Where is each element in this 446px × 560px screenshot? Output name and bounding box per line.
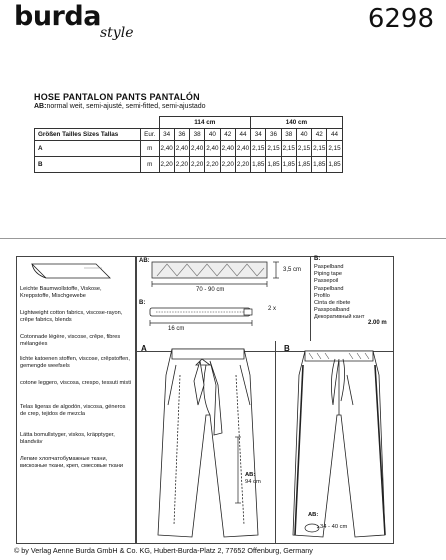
hem-prefix: AB: [308, 512, 319, 518]
sizes-header: Größen Tailles Sizes Tallas [35, 129, 141, 141]
fabric-panel [16, 256, 136, 544]
value-cell: 1,85 [296, 157, 311, 173]
yardage-table [34, 116, 343, 173]
size-cell: 38 [281, 129, 296, 141]
fabric-it: cotone leggero, viscosa, crespo, tessuti misti [20, 380, 131, 386]
value-cell: 2,15 [281, 141, 296, 157]
piping-de: Paspelband [314, 264, 344, 270]
unit-cell: m [141, 141, 160, 157]
table-row [35, 129, 343, 141]
piping-es: Cinta de ribete [314, 300, 351, 307]
row-label: A [35, 141, 141, 157]
pants-view-a-drawing [140, 345, 275, 545]
interfacing-strip-icon [152, 262, 272, 282]
size-cell: 38 [190, 129, 205, 141]
value-cell: 2,40 [220, 141, 235, 157]
piping-prefix: B: [314, 256, 321, 262]
piping-nl: Paspelband [314, 285, 344, 292]
garment-title: HOSE PANTALON PANTS PANTALÓN [34, 92, 200, 102]
interfacing-label: AB: [139, 258, 150, 264]
value-cell: 1,85 [327, 157, 342, 173]
copyright-notice: © by Verlag Aenne Burda GmbH & Co. KG, Hubert-Burda-Platz 2, 77652 Offenburg, Germany [14, 546, 313, 555]
value-cell: 2,15 [327, 141, 342, 157]
fabric-sv: Lätta bomullstyger, viskos, kräpptyger, blandväv [20, 432, 115, 445]
size-cell: 42 [312, 129, 327, 141]
value-cell: 1,85 [312, 157, 327, 173]
fit-text: normal weit, semi-ajusté, semi-fitted, semi-ajustado [46, 103, 206, 110]
brand-logo: burda [14, 1, 101, 32]
value-cell: 2,15 [266, 141, 281, 157]
size-cell: 34 [251, 129, 266, 141]
fit-prefix: AB: [34, 103, 47, 110]
value-cell: 1,85 [266, 157, 281, 173]
interfacing-width: 70 - 90 cm [196, 287, 225, 293]
pattern-number: 6298 [367, 4, 434, 34]
view-b-label: B [284, 344, 290, 353]
table-cell [141, 117, 160, 129]
fabric-swatch-icon [26, 258, 116, 284]
fabric-width-114: 114 cm [159, 117, 251, 129]
size-cell: 40 [296, 129, 311, 141]
views-divider [275, 341, 276, 544]
value-cell: 1,85 [251, 157, 266, 173]
interfacing-height: 3,5 cm [283, 267, 302, 273]
pants-view-b-drawing [283, 345, 398, 545]
table-row [35, 141, 343, 157]
value-cell: 2,20 [159, 157, 174, 173]
notions-divider [310, 256, 311, 341]
value-cell: 2,20 [174, 157, 189, 173]
fabric-fr: Cotonnade légère, viscose, crêpe, fibres mélangées [20, 334, 121, 347]
section-divider [0, 238, 446, 239]
fabric-ru: Легкие хлопчатобумажные ткани, вискозные ткани, креп, смесовые ткани [20, 456, 124, 469]
eur-header: Eur. [141, 129, 160, 141]
value-cell: 2,40 [159, 141, 174, 157]
value-cell: 2,15 [296, 141, 311, 157]
piping-fr: Passepoil [314, 278, 339, 285]
table-cell [35, 117, 141, 129]
size-cell: 42 [220, 129, 235, 141]
value-cell: 2,20 [235, 157, 250, 173]
fabric-width-140: 140 cm [251, 117, 343, 129]
piping-amount: 2.00 m [368, 320, 387, 326]
size-cell: 44 [235, 129, 250, 141]
size-cell: 34 [159, 129, 174, 141]
hem-width: 34 - 40 cm [320, 524, 348, 530]
piping-sv: Passpoalband [314, 307, 350, 314]
value-cell: 1,85 [281, 157, 296, 173]
fabric-de: Leichte Baumwollstoffe, Viskose, Kreppstoffe, Mischgewebe [20, 286, 102, 299]
zipper-icon [150, 304, 260, 320]
piping-en: Piping tape [314, 271, 342, 278]
size-cell: 40 [205, 129, 220, 141]
inseam-dimension-icon [233, 437, 243, 507]
zip-length: 16 cm [168, 326, 185, 332]
zip-dimension-icon [150, 320, 260, 326]
unit-cell: m [141, 157, 160, 173]
zip-count: 2 x [268, 306, 277, 312]
size-cell: 44 [327, 129, 342, 141]
view-a-label: A [141, 344, 147, 353]
value-cell: 2,20 [205, 157, 220, 173]
value-cell: 2,40 [235, 141, 250, 157]
fit-description [34, 103, 206, 110]
value-cell: 2,40 [190, 141, 205, 157]
inseam-prefix: AB: [245, 472, 256, 478]
piping-names [314, 264, 396, 322]
fabric-es: Telas ligeras de algodón, viscosa, géneros de crep, tejidos de mezcla [20, 404, 126, 417]
size-cell: 36 [266, 129, 281, 141]
piping-ru: Декоративный кант [314, 314, 365, 321]
value-cell: 2,40 [174, 141, 189, 157]
fabric-en: Lightweight cotton fabrics, viscose-rayon, crêpe fabrics, blends [20, 310, 123, 323]
brand-logo-sub: style [100, 25, 134, 41]
inseam-length: 94 cm [245, 479, 261, 485]
table-row [35, 157, 343, 173]
fabric-nl: lichte katoenen stoffen, viscose, crêpstoffen, gemengde weefsels [20, 356, 130, 369]
value-cell: 2,15 [251, 141, 266, 157]
height-dimension-icon [271, 262, 281, 282]
value-cell: 2,15 [312, 141, 327, 157]
value-cell: 2,20 [220, 157, 235, 173]
zip-label: B: [139, 300, 146, 306]
size-cell: 36 [174, 129, 189, 141]
piping-it: Profilo [314, 292, 330, 299]
row-label: B [35, 157, 141, 173]
value-cell: 2,20 [190, 157, 205, 173]
value-cell: 2,40 [205, 141, 220, 157]
table-row [35, 117, 343, 129]
